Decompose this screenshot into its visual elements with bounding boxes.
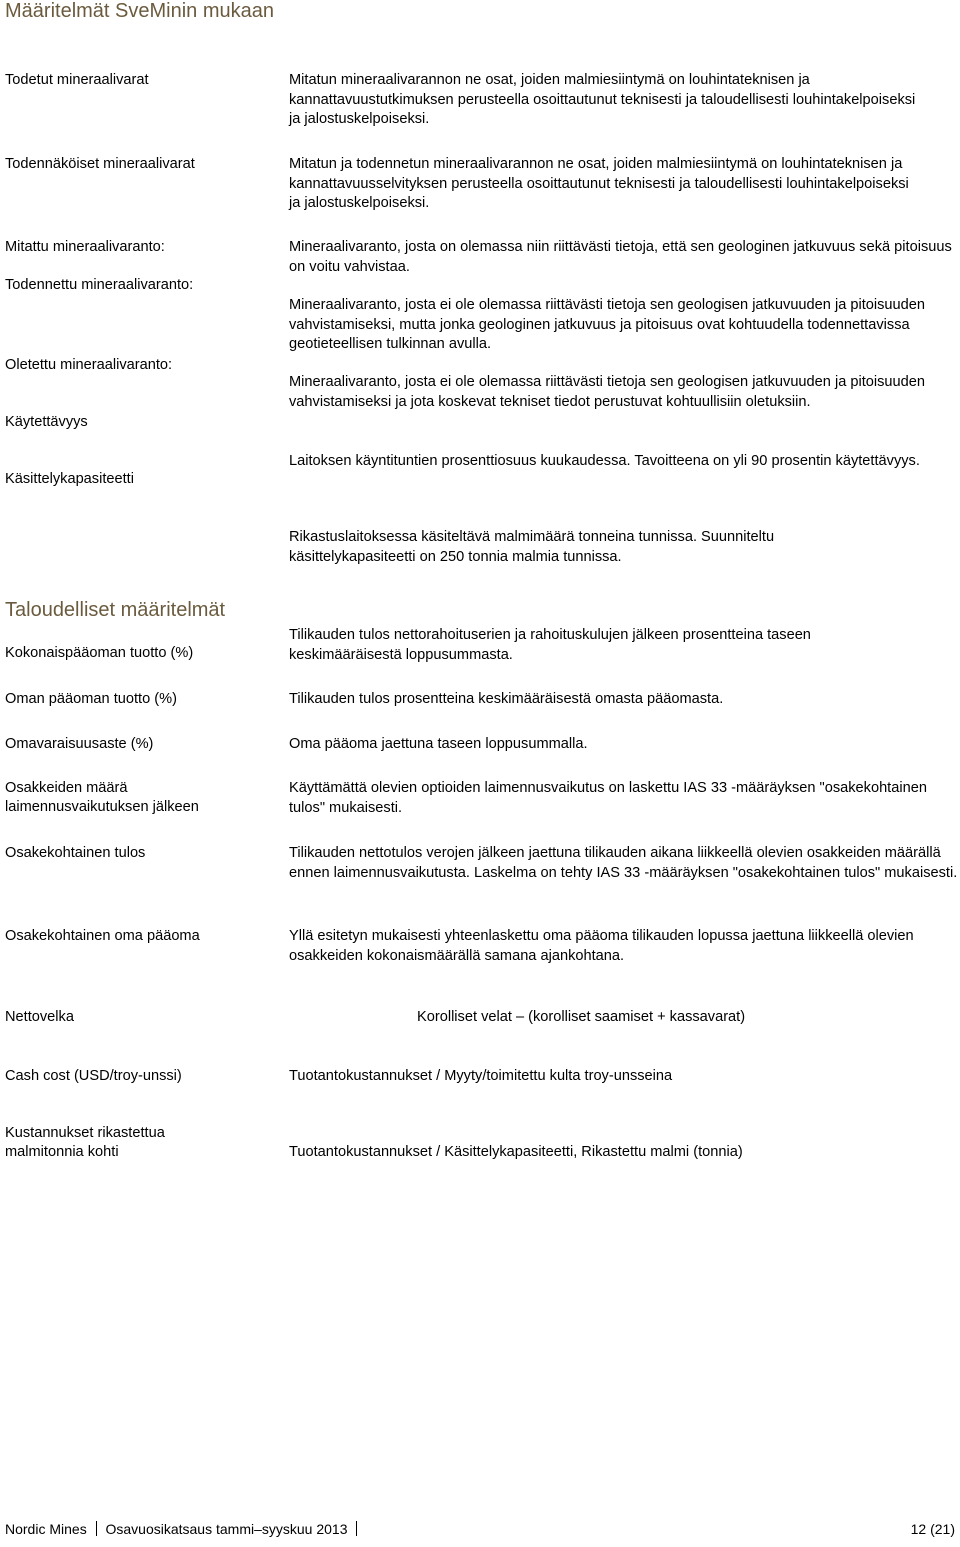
term-omavaraisuusaste: Omavaraisuusaste (%) [5,736,154,752]
def-kaytettavyys: Laitoksen käyntituntien prosenttiosuus kuukaudessa. Tavoitteena on yli 90 prosentin käytettävyys. [289,453,920,469]
term-osakekohtainen-oma-paaoma: Osakekohtainen oma pääoma [5,928,200,944]
footer [5,1520,362,1539]
def-omavaraisuusaste: Oma pääoma jaettuna taseen loppusummalla. [289,736,588,752]
section-title-sveMin: Määritelmät SveMinin mukaan [5,0,274,22]
def-todennettu: Mineraalivaranto, josta ei ole olemassa riittävästi tietoja sen geologisen jatkuvuuden ja pitoisuuden vahvistamiseksi, mutta jonka geologinen jatkuvuus ja pitoisuus ovat kohtuudella todennettavissa geotieteellisen tulkinnan avulla. [289,297,926,352]
footer-separator [356,1521,357,1536]
def-osakkeiden-maara: Käyttämättä olevien optioiden laimennusvaikutus on laskettu IAS 33 -määräyksen "osakekohtainen tulos" mukaisesti. [289,780,927,816]
footer-page-number: 12 (21) [910,1521,955,1537]
term-mitattu: Mitattu mineraalivaranto: [5,239,165,255]
def-nettovelka: Korolliset velat – (korolliset saamiset + kassavarat) [417,1009,746,1025]
def-todennakoiset: Mitatun ja todennetun mineraalivarannon ne osat, joiden malmiesiintymä on louhintateknisen ja kannattavuusselvityksen perusteella osoittautunut teknisesti ja taloudellisesti louhintakelpoiseksi ja jalostuskelpoiseksi. [289,156,909,211]
footer-report: Osavuosikatsaus tammi–syyskuu 2013 [105,1521,348,1537]
def-mitattu: Mineraalivaranto, josta on olemassa niin riittävästi tietoja, että sen geologinen jatkuvuus sekä pitoisuus on voitu vahvistaa. [289,239,952,275]
def-kokonaispaaoman-tuotto: Tilikauden tulos nettorahoituserien ja rahoituskulujen jälkeen prosentteina taseen keskimääräisestä loppusummasta. [289,627,811,663]
footer-page-wrap [911,1520,955,1539]
def-oletettu: Mineraalivaranto, josta ei ole olemassa riittävästi tietoja sen geologisen jatkuvuuden ja pitoisuuden vahvistamiseksi ja jota koskevat tekniset tiedot perustuvat kohtuullisiin oletuksiin. [289,374,926,410]
footer-separator [96,1521,97,1536]
term-kasittelykapasiteetti: Käsittelykapasiteetti [5,471,134,487]
term-osakekohtainen-tulos: Osakekohtainen tulos [5,845,146,861]
def-cash-cost: Tuotantokustannukset / Myyty/toimitettu kulta troy-unsseina [289,1068,673,1084]
term-todetut: Todetut mineraalivarat [5,72,149,88]
term-oletettu: Oletettu mineraalivaranto: [5,357,173,373]
term-nettovelka: Nettovelka [5,1009,74,1025]
section-title-taloudelliset: Taloudelliset määritelmät [5,599,226,621]
term-kustannukset-rikastettua: Kustannukset rikastettua malmitonnia kohti [5,1125,165,1160]
def-kasittelykapasiteetti: Rikastuslaitoksessa käsiteltävä malmimäärä tonneina tunnissa. Suunniteltu käsittelykapasiteetti on 250 tonnia malmia tunnissa. [289,529,775,565]
term-todennakoiset: Todennäköiset mineraalivarat [5,156,195,172]
def-oman-paaoman-tuotto: Tilikauden tulos prosentteina keskimääräisestä omasta pääomasta. [289,691,724,707]
term-cash-cost: Cash cost (USD/troy-unssi) [5,1068,182,1084]
term-oman-paaoman-tuotto: Oman pääoman tuotto (%) [5,691,177,707]
term-osakkeiden-maara: Osakkeiden määrä laimennusvaikutuksen jälkeen [5,780,199,815]
footer-company: Nordic Mines [5,1521,87,1537]
def-todetut: Mitatun mineraalivarannon ne osat, joiden malmiesiintymä on louhintateknisen ja kannattavuustutkimuksen perusteella osoittautunut teknisesti ja taloudellisesti louhintakelpoiseksi ja jalostuskelpoiseksi. [289,72,916,127]
def-kustannukset-rikastettua: Tuotantokustannukset / Käsittelykapasiteetti, Rikastettu malmi (tonnia) [289,1144,743,1160]
term-kaytettavyys: Käytettävyys [5,414,88,430]
term-kokonaispaaoman-tuotto: Kokonaispääoman tuotto (%) [5,645,194,661]
term-todennettu: Todennettu mineraalivaranto: [5,277,194,293]
def-osakekohtainen-tulos: Tilikauden nettotulos verojen jälkeen jaettuna tilikauden aikana liikkeellä olevien osakkeiden määrällä ennen laimennusvaikutusta. Laskelma on tehty IAS 33 -määräyksen "osakekohtainen tulos" mukaisesti. [289,845,958,881]
def-osakekohtainen-oma-paaoma: Yllä esitetyn mukaisesti yhteenlaskettu oma pääoma tilikauden lopussa jaettuna liikkeellä olevien osakkeiden kokonaismäärällä samana ajankohtana. [289,928,914,964]
